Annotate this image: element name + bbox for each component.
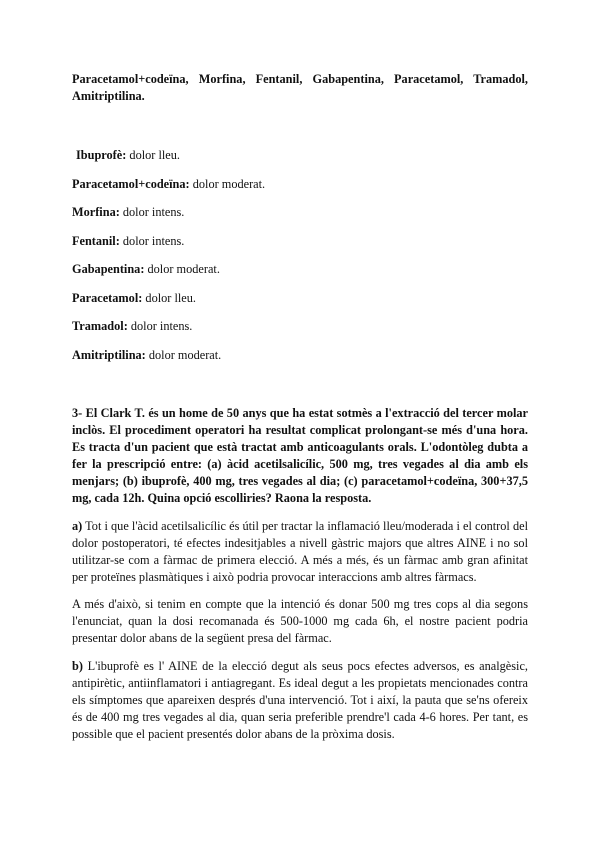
classification-item [72, 233, 528, 250]
answer-b [72, 658, 528, 743]
drug-name: Fentanil: [72, 234, 120, 248]
drug-name: Gabapentina: [72, 262, 145, 276]
classification-item [72, 290, 528, 307]
pain-level: dolor lleu. [126, 148, 180, 162]
pain-level: dolor intens. [127, 319, 193, 333]
classification-item [72, 204, 528, 221]
classification-item [72, 318, 528, 335]
drug-name: Tramadol: [72, 319, 128, 333]
drug-name: Paracetamol: [72, 291, 143, 305]
drug-name: Ibuprofè: [76, 148, 127, 162]
pain-level: dolor intens. [119, 205, 185, 219]
answer-text: Tot i que l'àcid acetilsalicílic és útil per tractar la inflamació lleu/moderada i el control del dolor postoperatori, té efectes indesitjables a nivell gàstric majors que altres AINE i no sol utilitzar-se com a fàrmac de primera elecció. A més a més, és un fàrmac amb gran afinitat per proteïnes plasmàtiques i això podria provocar interaccions amb altres fàrmacs. [72, 519, 528, 584]
pain-level: dolor lleu. [142, 291, 196, 305]
question-3: 3- El Clark T. és un home de 50 anys que ha estat sotmès a l'extracció del tercer molar inclòs. El procediment operatori ha resultat complicat prolongant-se més d'una hora. Es tracta d'un pacient que està tractat amb anticoagulants orals. L'odontòleg dubta a fer la prescripció entre: (a) àcid acetilsalicílic, 500 mg, tres vegades al dia amb els menjars; (b) ibuprofè, 400 mg, tres vegades al dia; (c) paracetamol+codeïna, 300+37,5 mg, cada 12h. Quina opció escolliries? Raona la resposta. [72, 406, 528, 505]
classification-item [76, 147, 532, 164]
pain-level: dolor intens. [119, 234, 185, 248]
answer-label: a) [72, 519, 83, 533]
classification-item [72, 347, 528, 364]
answer-label: b) [72, 659, 83, 673]
pain-level: dolor moderat. [189, 177, 266, 191]
drug-name: Paracetamol+codeïna: [72, 177, 190, 191]
pain-level: dolor moderat. [145, 348, 222, 362]
drug-name: Morfina: [72, 205, 120, 219]
answer-a [72, 518, 528, 586]
classification-item [72, 176, 528, 193]
answer-a-continued: A més d'això, si tenim en compte que la intenció és donar 500 mg tres cops al dia segons l'enunciat, quan la dosi recomanada és 500-1000 mg cada 6h, el nostre pacient podria presentar dolor abans de la següent presa del fàrmac. [72, 597, 528, 645]
answer-text: L'ibuprofè es l' AINE de la elecció degut als seus pocs efectes adversos, es analgèsic, antipirètic, antiinflamatori i antiagregant. Es ideal degut a les propietats mencionades contra els símptomes que apareixen després d'una intervenció. Tot i així, la pauta que se'ns ofereix és de 400 mg tres vegades al dia, quan seria preferible prendre'l cada 4-6 hores. Per tant, es possible que el pacient presentés dolor abans de la pròxima dosis. [72, 659, 528, 741]
pain-level: dolor moderat. [144, 262, 220, 276]
classification-item [72, 261, 528, 278]
drug-list-heading: Paracetamol+codeïna, Morfina, Fentanil, Gabapentina, Paracetamol, Tramadol, Amitriptilina. [72, 72, 528, 103]
drug-name: Amitriptilina: [72, 348, 146, 362]
